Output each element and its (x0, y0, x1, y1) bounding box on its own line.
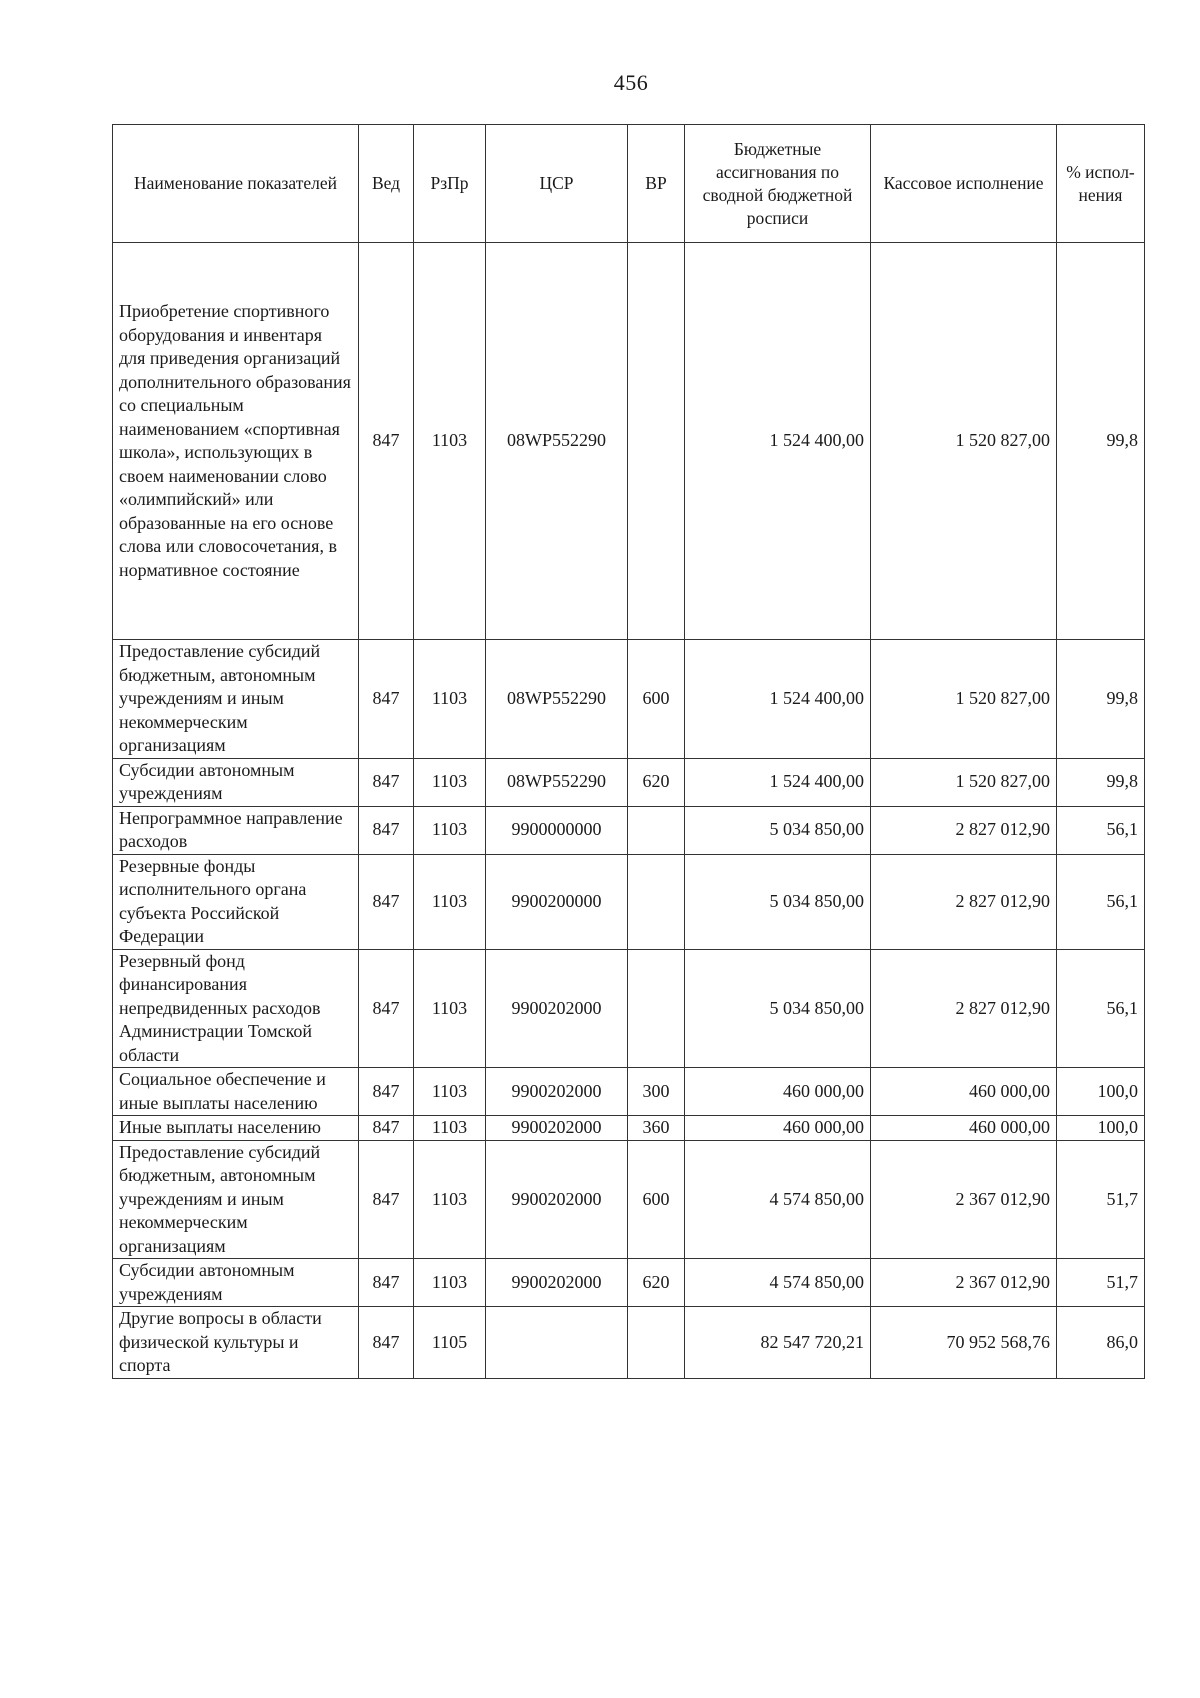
row-percent: 56,1 (1057, 806, 1145, 854)
row-percent: 99,8 (1057, 243, 1145, 640)
row-rzpr: 1103 (414, 1116, 486, 1141)
row-vr: 620 (628, 1259, 685, 1307)
row-budget: 460 000,00 (685, 1068, 871, 1116)
header-percent: % испол-нения (1057, 125, 1145, 243)
table-row (113, 1259, 1145, 1307)
row-name: Субсидии автономным учреждениям (113, 1259, 359, 1307)
table-row (113, 949, 1145, 1068)
row-csr: 9900200000 (486, 854, 628, 949)
row-cash: 2 827 012,90 (871, 806, 1057, 854)
row-cash: 460 000,00 (871, 1116, 1057, 1141)
row-name: Резервные фонды исполнительного органа субъекта Российской Федерации (113, 854, 359, 949)
row-vr: 620 (628, 758, 685, 806)
table-row (113, 1140, 1145, 1259)
row-csr: 08WP552290 (486, 758, 628, 806)
row-csr: 9900202000 (486, 1140, 628, 1259)
row-rzpr: 1103 (414, 1259, 486, 1307)
row-rzpr: 1103 (414, 806, 486, 854)
row-vr (628, 806, 685, 854)
row-ved: 847 (359, 758, 414, 806)
row-ved: 847 (359, 640, 414, 759)
row-cash: 2 827 012,90 (871, 854, 1057, 949)
row-cash: 2 367 012,90 (871, 1259, 1057, 1307)
row-cash: 1 520 827,00 (871, 243, 1057, 640)
row-name: Предоставление субсидий бюджетным, автономным учреждениям и иным некоммерческим организациям (113, 1140, 359, 1259)
row-name: Субсидии автономным учреждениям (113, 758, 359, 806)
header-vr: ВР (628, 125, 685, 243)
row-csr: 9900202000 (486, 949, 628, 1068)
table-row (113, 806, 1145, 854)
row-percent: 100,0 (1057, 1068, 1145, 1116)
row-budget: 1 524 400,00 (685, 243, 871, 640)
row-name: Приобретение спортивного оборудования и инвентаря для приведения организаций дополнительного образования со специальным наименованием «спортивная школа», использующих в своем наименовании слово «олимпийский» или образованные на его основе слова или словосочетания, в нормативное состояние (113, 243, 359, 640)
row-csr: 08WP552290 (486, 640, 628, 759)
table-row (113, 640, 1145, 759)
header-cash: Кассовое исполнение (871, 125, 1057, 243)
row-budget: 82 547 720,21 (685, 1307, 871, 1379)
row-vr (628, 1307, 685, 1379)
row-percent: 56,1 (1057, 854, 1145, 949)
row-vr: 600 (628, 1140, 685, 1259)
row-vr: 360 (628, 1116, 685, 1141)
row-rzpr: 1103 (414, 1140, 486, 1259)
row-budget: 5 034 850,00 (685, 854, 871, 949)
row-percent: 51,7 (1057, 1259, 1145, 1307)
header-rzpr: РзПр (414, 125, 486, 243)
row-ved: 847 (359, 854, 414, 949)
row-ved: 847 (359, 949, 414, 1068)
row-budget: 4 574 850,00 (685, 1259, 871, 1307)
row-rzpr: 1103 (414, 949, 486, 1068)
row-rzpr: 1103 (414, 854, 486, 949)
row-ved: 847 (359, 1307, 414, 1379)
row-cash: 460 000,00 (871, 1068, 1057, 1116)
row-vr (628, 854, 685, 949)
row-budget: 1 524 400,00 (685, 640, 871, 759)
row-percent: 51,7 (1057, 1140, 1145, 1259)
row-rzpr: 1105 (414, 1307, 486, 1379)
row-percent: 86,0 (1057, 1307, 1145, 1379)
row-ved: 847 (359, 243, 414, 640)
table-row (113, 854, 1145, 949)
row-name: Предоставление субсидий бюджетным, автономным учреждениям и иным некоммерческим организациям (113, 640, 359, 759)
row-ved: 847 (359, 1259, 414, 1307)
row-percent: 99,8 (1057, 640, 1145, 759)
budget-execution-table (112, 124, 1145, 1379)
row-budget: 1 524 400,00 (685, 758, 871, 806)
row-percent: 100,0 (1057, 1116, 1145, 1141)
row-cash: 1 520 827,00 (871, 640, 1057, 759)
row-rzpr: 1103 (414, 243, 486, 640)
row-csr (486, 1307, 628, 1379)
row-name: Социальное обеспечение и иные выплаты населению (113, 1068, 359, 1116)
row-vr: 600 (628, 640, 685, 759)
row-percent: 99,8 (1057, 758, 1145, 806)
row-vr (628, 243, 685, 640)
table-header-row (113, 125, 1145, 243)
row-vr: 300 (628, 1068, 685, 1116)
row-csr: 9900202000 (486, 1068, 628, 1116)
row-rzpr: 1103 (414, 758, 486, 806)
row-budget: 5 034 850,00 (685, 806, 871, 854)
page-number: 456 (613, 70, 649, 95)
table-row (113, 1068, 1145, 1116)
row-rzpr: 1103 (414, 1068, 486, 1116)
row-cash: 1 520 827,00 (871, 758, 1057, 806)
header-csr: ЦСР (486, 125, 628, 243)
row-cash: 70 952 568,76 (871, 1307, 1057, 1379)
row-budget: 4 574 850,00 (685, 1140, 871, 1259)
row-name: Непрограммное направление расходов (113, 806, 359, 854)
row-vr (628, 949, 685, 1068)
table-row (113, 758, 1145, 806)
row-csr: 9900000000 (486, 806, 628, 854)
table-row (113, 1116, 1145, 1141)
row-percent: 56,1 (1057, 949, 1145, 1068)
header-name: Наименование показателей (113, 125, 359, 243)
table-row (113, 1307, 1145, 1379)
row-budget: 5 034 850,00 (685, 949, 871, 1068)
row-rzpr: 1103 (414, 640, 486, 759)
row-name: Резервный фонд финансирования непредвиденных расходов Администрации Томской области (113, 949, 359, 1068)
row-ved: 847 (359, 1140, 414, 1259)
header-budget: Бюджетные ассигнования по сводной бюджетной росписи (685, 125, 871, 243)
row-name: Другие вопросы в области физической культуры и спорта (113, 1307, 359, 1379)
row-ved: 847 (359, 806, 414, 854)
header-ved: Вед (359, 125, 414, 243)
row-csr: 9900202000 (486, 1116, 628, 1141)
row-csr: 08WP552290 (486, 243, 628, 640)
row-csr: 9900202000 (486, 1259, 628, 1307)
row-ved: 847 (359, 1116, 414, 1141)
row-name: Иные выплаты населению (113, 1116, 359, 1141)
row-cash: 2 827 012,90 (871, 949, 1057, 1068)
row-budget: 460 000,00 (685, 1116, 871, 1141)
row-cash: 2 367 012,90 (871, 1140, 1057, 1259)
table-row (113, 243, 1145, 640)
row-ved: 847 (359, 1068, 414, 1116)
